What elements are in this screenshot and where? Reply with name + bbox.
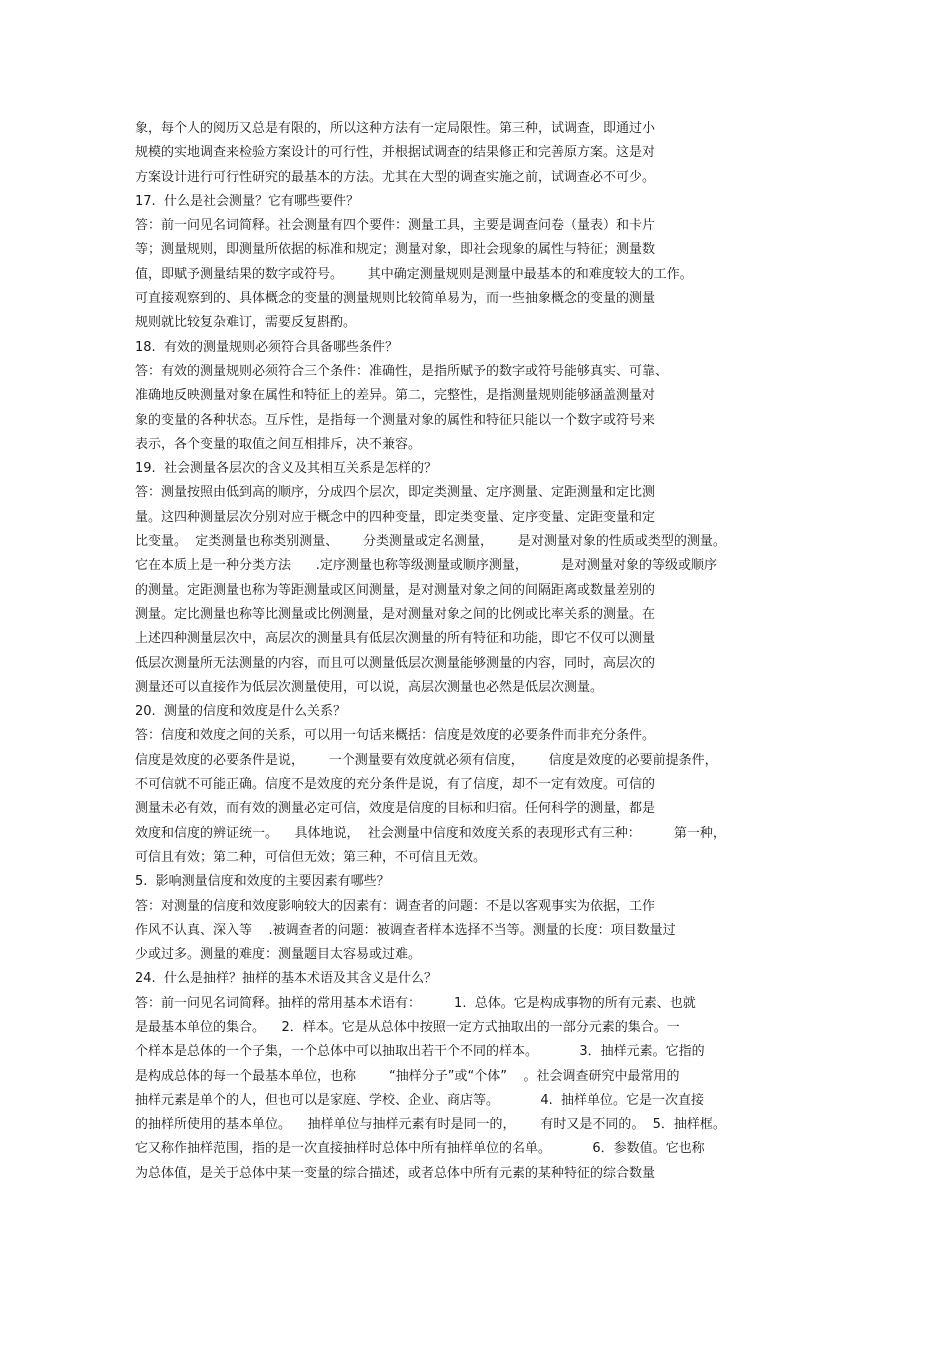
text-line: 信度是效度的必要条件是说， 一个测量要有效度就必须有信度， 信度是效度的必要前提条件， [135, 752, 718, 768]
text-line: 比变量。 定类测量也称类别测量、 分类测量或定名测量， 是对测量对象的性质或类型的测量。 [135, 534, 726, 550]
text-line: 的抽样所使用的基本单位。 抽样单位与抽样元素有时是同一的， 有时又是不同的。 5．抽样框。 [135, 1117, 726, 1133]
text-line: 答：信度和效度之间的关系，可以用一句话来概括：信度是效度的必要条件而非充分条件。 [135, 728, 656, 744]
text-line: 17. 什么是社会测量？它有哪些要件？ [135, 193, 359, 209]
text-line: 测量还可以直接作为低层次测量使用，可以说，高层次测量也必然是低层次测量。 [135, 679, 604, 695]
text-line: 表示，各个变量的取值之间互相排斥，决不兼容。 [135, 436, 422, 452]
text-line: 18. 有效的测量规则必须符合具备哪些条件？ [135, 339, 398, 355]
text-line: 不可信就不可能正确。信度不是效度的充分条件是说，有了信度，却不一定有效度。可信的 [135, 777, 656, 793]
text-line: 方案设计进行可行性研究的最基本的方法。尤其在大型的调查实施之前，试调查必不可少。 [135, 169, 656, 185]
text-line: 规则就比较复杂难订，需要反复斟酌。 [135, 315, 357, 331]
text-line: 少或过多。测量的难度：测量题目太容易或过难。 [135, 947, 422, 963]
text-line: 24. 什么是抽样？抽样的基本术语及其含义是什么？ [135, 971, 437, 987]
text-line: 它在本质上是一种分类方法 .定序测量也称等级测量或顺序测量， 是对测量对象的等级或顺序 [135, 558, 717, 574]
text-line: 象的变量的各种状态。互斥性，是指每一个测量对象的属性和特征只能以一个数字或符号来 [135, 412, 656, 428]
text-line: 答：前一问见名词简释。抽样的常用基本术语有： 1. 总体。它是构成事物的所有元素、也就 [135, 995, 696, 1011]
text-line: 的测量。定距测量也称为等距测量或区间测量，是对测量对象之间的间隔距离或数量差别的 [135, 582, 656, 598]
text-line: 测量。定比测量也称等比测量或比例测量，是对测量对象之间的比例或比率关系的测量。在 [135, 606, 656, 622]
text-line: 可直接观察到的、具体概念的变量的测量规则比较简单易为，而一些抽象概念的变量的测量 [135, 291, 656, 307]
document-body [135, 117, 815, 1186]
text-line: 答：测量按照由低到高的顺序，分成四个层次，即定类测量、定序测量、定距测量和定比测 [135, 485, 656, 501]
text-line: 答：有效的测量规则必须符合三个条件：准确性，是指所赋予的数字或符号能够真实、可靠、 [135, 363, 669, 379]
text-line: 是最基本单位的集合。 2．样本。它是从总体中按照一定方式抽取出的一部分元素的集合。一 [135, 1019, 680, 1035]
text-line: 效度和信度的辨证统一。 具体地说， 社会测量中信度和效度关系的表现形式有三种： 第一种， [135, 825, 726, 841]
text-line: 准确地反映测量对象在属性和特征上的差异。第二，完整性，是指测量规则能够涵盖测量对 [135, 388, 656, 404]
text-line: 5. 影响测量信度和效度的主要因素有哪些？ [135, 874, 390, 890]
text-line: 量。这四种测量层次分别对应于概念中的四种变量，即定类变量、定序变量、定距变量和定 [135, 509, 656, 525]
text-line: 20. 测量的信度和效度是什么关系？ [135, 704, 346, 720]
text-line: 是构成总体的每一个最基本单位，也称 “抽样分子”或“个体” 。社会调查研究中最常用的 [135, 1068, 680, 1084]
text-line: 测量未必有效，而有效的测量必定可信，效度是信度的目标和归宿。任何科学的测量，都是 [135, 801, 656, 817]
text-line: 上述四种测量层次中，高层次的测量具有低层次测量的所有特征和功能，即它不仅可以测量 [135, 631, 656, 647]
text-line: 规模的实地调查来检验方案设计的可行性，并根据试调查的结果修正和完善原方案。这是对 [135, 145, 656, 161]
text-line: 作风不认真、深入等 .被调查者的问题：被调查者样本选择不当等。测量的长度：项目数量过 [135, 922, 676, 938]
text-line: 它又称作抽样范围，指的是一次直接抽样时总体中所有抽样单位的名单。 6．参数值。它也称 [135, 1141, 705, 1157]
text-line: 19. 社会测量各层次的含义及其相互关系是怎样的？ [135, 461, 437, 477]
text-line: 个样本是总体的一个子集，一个总体中可以抽取出若干个不同的样本。 3．抽样元素。它指的 [135, 1044, 705, 1060]
text-line: 答：对测量的信度和效度影响较大的因素有：调查者的问题：不是以客观事实为依据，工作 [135, 898, 656, 914]
text-line: 低层次测量所无法测量的内容，而且可以测量低层次测量能够测量的内容，同时，高层次的 [135, 655, 656, 671]
text-line: 等；测量规则，即测量所依据的标准和规定；测量对象，即社会现象的属性与特征；测量数 [135, 242, 656, 258]
text-line: 象，每个人的阅历又总是有限的，所以这种方法有一定局限性。第三种，试调查，即通过小 [135, 121, 656, 136]
text-line: 值，即赋予测量结果的数字或符号。 其中确定测量规则是测量中最基本的和难度较大的工作。 [135, 266, 693, 282]
text-line: 抽样元素是单个的人，但也可以是家庭、学校、企业、商店等。 4. 抽样单位。它是一次直接 [135, 1092, 704, 1108]
text-line: 可信且有效；第二种，可信但无效；第三种，不可信且无效。 [135, 849, 487, 865]
text-line: 为总体值，是关于总体中某一变量的综合描述，或者总体中所有元素的某种特征的综合数量 [135, 1165, 656, 1181]
text-line: 答：前一问见名词简释。社会测量有四个要件：测量工具，主要是调查问卷（量表）和卡片 [135, 218, 656, 234]
